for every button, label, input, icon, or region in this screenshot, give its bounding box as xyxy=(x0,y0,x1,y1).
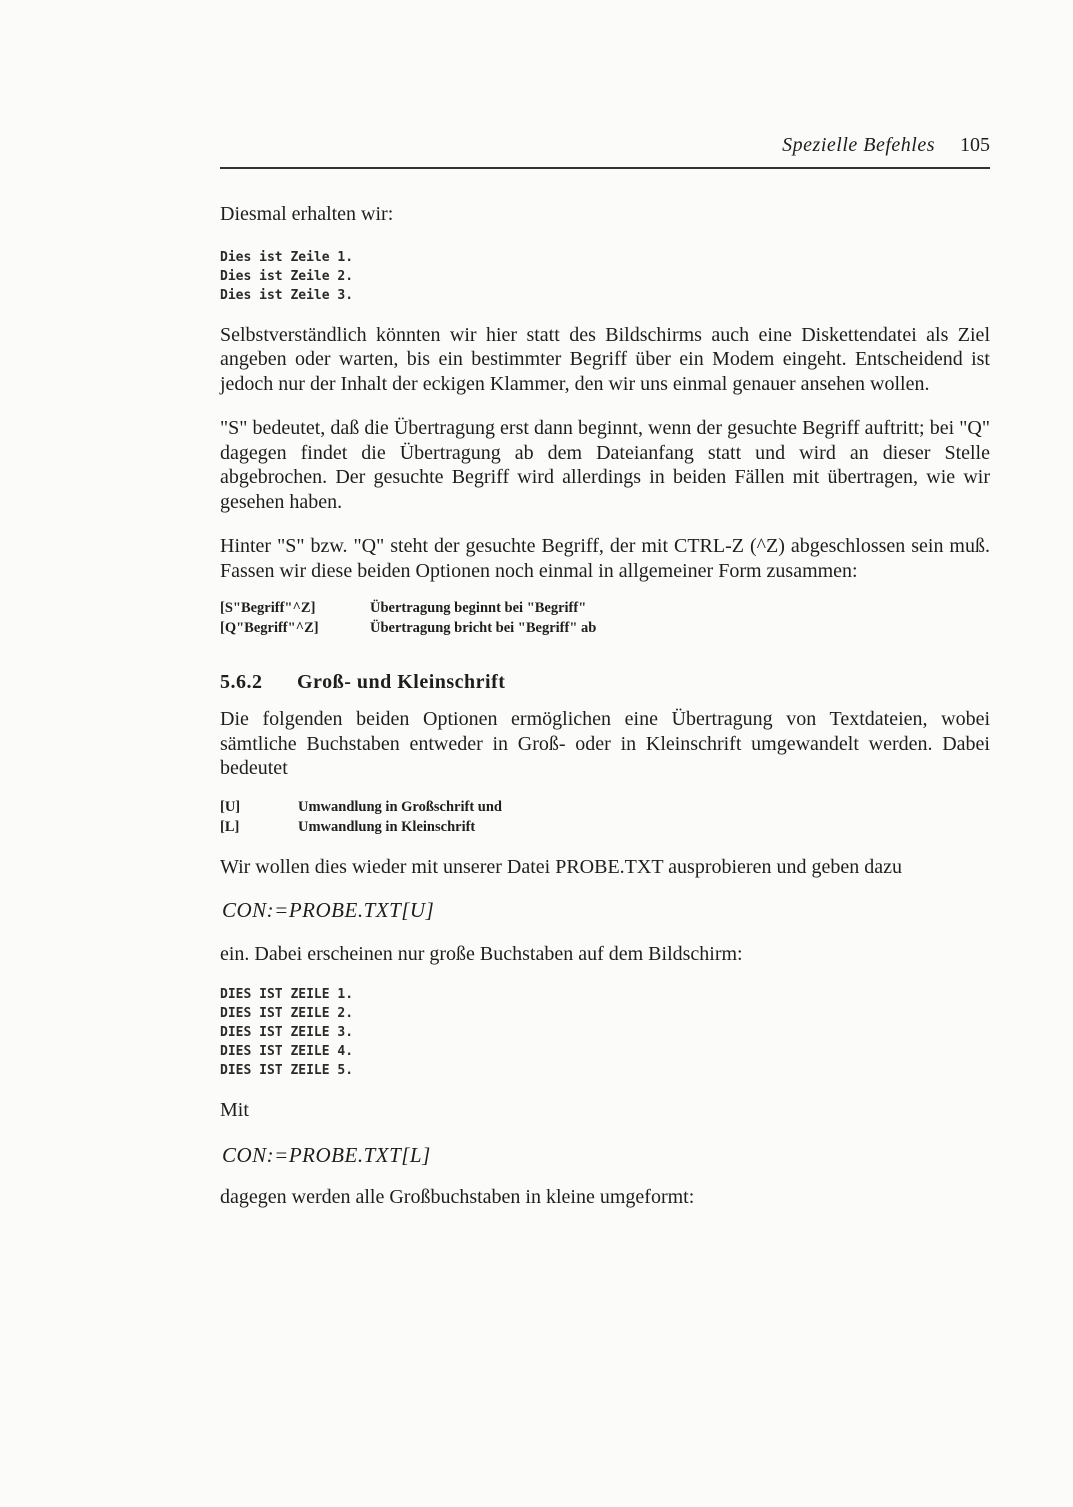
output-line: DIES IST ZEILE 2. xyxy=(220,1005,354,1021)
options-table-1 xyxy=(220,598,990,638)
page-number: 105 xyxy=(960,134,990,156)
paragraph: Mit xyxy=(220,1098,249,1121)
output-line: Dies ist Zeile 2. xyxy=(220,268,354,284)
option-key: [Q"Begriff"^Z] xyxy=(220,620,319,636)
command-line: CON:=PROBE.TXT[U] xyxy=(222,898,435,922)
option-key: [L] xyxy=(220,818,240,835)
paragraph: ein. Dabei erscheinen nur große Buchstaben auf dem Bildschirm: xyxy=(220,943,743,965)
command-line: CON:=PROBE.TXT[L] xyxy=(222,1143,431,1167)
header-rule xyxy=(220,167,990,169)
paragraph: Wir wollen dies wieder mit unserer Datei PROBE.TXT ausprobieren und geben dazu xyxy=(220,855,902,878)
paragraph: dagegen werden alle Großbuchstaben in kleine umgeformt: xyxy=(220,1186,695,1208)
output-line: DIES IST ZEILE 4. xyxy=(220,1043,354,1059)
option-desc: Umwandlung in Großschrift und xyxy=(298,798,502,815)
running-header xyxy=(220,130,990,160)
paragraph: Selbstverständlich könnten wir hier statt des Bildschirms auch eine Diskettendatei als Ziel angeben oder warten, bis ein bestimmter Begriff über ein Modem eingeht. Entscheidend ist jedoch nur der Inhalt der eckigen Klammer, den wir uns einmal genauer ansehen wollen. xyxy=(220,323,990,395)
paragraph: "S" bedeutet, daß die Übertragung erst dann beginnt, wenn der gesuchte Begriff auftritt; bei "Q" dagegen findet die Übertragung ab dem Dateianfang statt und wird an dieser Stelle abgebrochen. Der gesuchte Begriff wird allerdings in beiden Fällen mit übertragen, wie wir gesehen haben. xyxy=(220,417,990,513)
option-key: [U] xyxy=(220,798,241,815)
options-table-2 xyxy=(220,797,990,837)
section-title: Groß- und Kleinschrift xyxy=(297,671,506,693)
paragraph: Hinter "S" bzw. "Q" steht der gesuchte Begriff, der mit CTRL-Z (^Z) abgeschlossen sein muß. Fassen wir diese beiden Optionen noch einmal in allgemeiner Form zusammen: xyxy=(220,535,990,582)
output-block-2 xyxy=(220,985,990,1080)
option-key: [S"Begriff"^Z] xyxy=(220,600,316,616)
option-row xyxy=(220,817,990,837)
option-desc: Übertragung beginnt bei "Begriff" xyxy=(370,600,587,616)
intro-text: Diesmal erhalten wir: xyxy=(220,203,394,225)
section-number: 5.6.2 xyxy=(220,671,263,693)
option-row xyxy=(220,618,990,638)
output-block-1 xyxy=(220,248,990,305)
option-row xyxy=(220,797,990,817)
option-desc: Übertragung bricht bei "Begriff" ab xyxy=(370,620,597,636)
header-title: Spezielle Befehles xyxy=(782,134,935,156)
paragraph: Die folgenden beiden Optionen ermöglichen eine Übertragung von Textdateien, wobei sämtliche Buchstaben entweder in Groß- oder in Kleinschrift umgewandelt werden. Dabei bedeutet xyxy=(220,708,990,779)
output-line: Dies ist Zeile 3. xyxy=(220,287,354,303)
section-heading xyxy=(220,670,990,694)
output-line: DIES IST ZEILE 5. xyxy=(220,1062,354,1078)
output-line: Dies ist Zeile 1. xyxy=(220,249,354,265)
option-row xyxy=(220,598,990,618)
output-line: DIES IST ZEILE 3. xyxy=(220,1024,354,1040)
option-desc: Umwandlung in Kleinschrift xyxy=(298,818,476,835)
output-line: DIES IST ZEILE 1. xyxy=(220,986,354,1002)
page-body xyxy=(220,202,990,1210)
